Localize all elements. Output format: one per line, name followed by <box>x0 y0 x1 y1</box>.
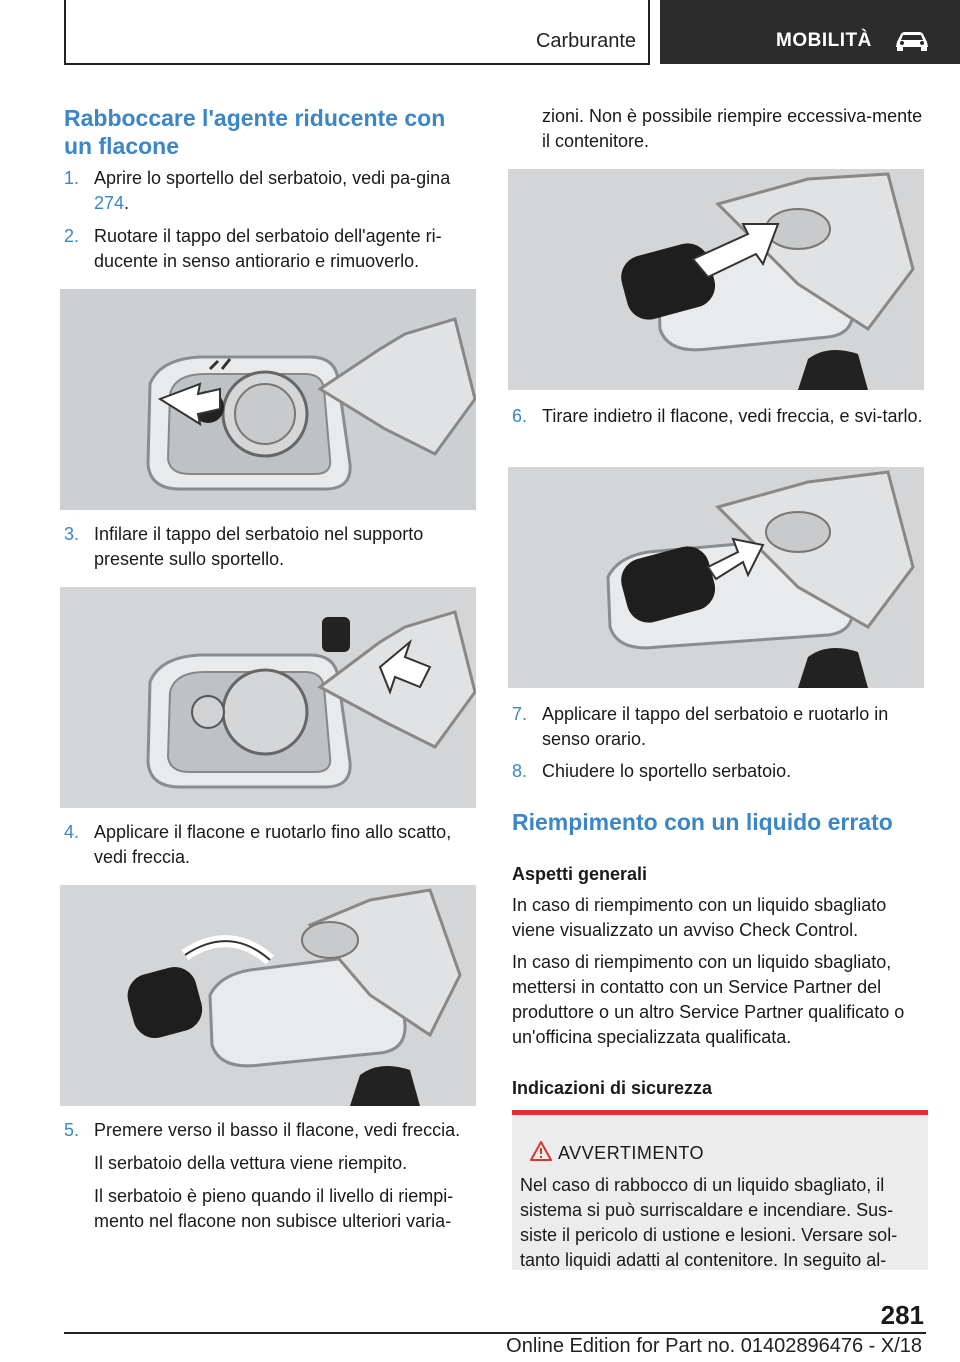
step-text: Chiudere lo sportello serbatoio. <box>542 761 792 781</box>
step-text: Aprire lo sportello del serbatoio, vedi pa-gina <box>94 168 451 188</box>
warning-box <box>512 1110 928 1270</box>
step-number: 4. <box>64 822 80 842</box>
header-rule-left <box>64 0 66 64</box>
step-text: Applicare il tappo del serbatoio e ruotarlo in senso orario. <box>542 704 889 749</box>
header-rule-mid <box>648 0 650 64</box>
step-text: Ruotare il tappo del serbatoio dell'agente ri-ducente in senso antiorario e rimuoverlo. <box>94 226 442 271</box>
step-5 <box>64 1118 476 1143</box>
step-text: Infilare il tappo del serbatoio nel supporto presente sullo sportello. <box>94 524 424 569</box>
step-number: 8. <box>512 761 528 781</box>
subheading-safety: Indicazioni di sicurezza <box>512 1078 713 1098</box>
step-5-continuation: zioni. Non è possibile riempire eccessiva-mente il contenitore. <box>542 106 923 151</box>
chapter-tab <box>660 0 960 64</box>
warning-title: AVVERTIMENTO <box>558 1143 705 1163</box>
footer-rule <box>64 1332 926 1334</box>
step-2 <box>64 224 476 274</box>
section-heading-wrong-fluid: Riempimento con un liquido errato <box>512 809 893 835</box>
page-link[interactable]: 274 <box>94 193 125 213</box>
warning-triangle-icon <box>530 1141 552 1166</box>
subheading-general: Aspetti generali <box>512 864 648 884</box>
step-text: Tirare indietro il flacone, vedi freccia, e svi-tarlo. <box>542 406 923 426</box>
header-rule-bottom <box>64 63 650 65</box>
step-4 <box>64 820 476 870</box>
figure-pull-bottle <box>508 467 924 688</box>
step-5-note-2: Il serbatoio è pieno quando il livello di riempi-mento nel flacone non subisce ulteriori varia- <box>94 1186 454 1231</box>
step-number: 3. <box>64 524 80 544</box>
figure-place-cap <box>60 587 476 808</box>
chapter-label: MOBILITÀ <box>776 30 872 51</box>
step-1 <box>64 166 476 216</box>
step-7 <box>512 702 928 752</box>
step-text: Premere verso il basso il flacone, vedi freccia. <box>94 1120 461 1140</box>
step-end: . <box>124 193 130 213</box>
step-text: Applicare il flacone e ruotarlo fino allo scatto, vedi freccia. <box>94 822 452 867</box>
paragraph-general-2: In caso di riempimento con un liquido sbagliato, mettersi in contatto con un Service Partner del produttore o un altro Service Partner qualificato o un'officina specializzata qualificata. <box>512 952 905 1047</box>
step-5-note-1: Il serbatoio della vettura viene riempito. <box>94 1153 408 1173</box>
step-6 <box>512 404 928 429</box>
figure-remove-cap <box>60 289 476 510</box>
step-3 <box>64 522 476 572</box>
step-number: 1. <box>64 168 80 188</box>
section-title: Carburante <box>535 30 636 52</box>
step-8 <box>512 759 928 784</box>
car-icon <box>892 28 932 57</box>
page-number: 281 <box>880 1300 924 1330</box>
step-number: 2. <box>64 226 80 246</box>
footer-edition: Online Edition for Part no. 01402896476 - X/18 <box>506 1335 922 1357</box>
figure-bottle-filling <box>508 169 924 390</box>
warning-text: Nel caso di rabbocco di un liquido sbagliato, il sistema si può surriscaldare e incendiare. Sus-siste il pericolo di ustione e lesioni. Versare sol-tanto liquidi adatti al contenitore. In seguito al- <box>520 1175 898 1270</box>
paragraph-general-1: In caso di riempimento con un liquido sbagliato viene visualizzato un avviso Check Control. <box>512 895 887 940</box>
step-number: 7. <box>512 704 528 724</box>
step-number: 5. <box>64 1120 80 1140</box>
figure-attach-bottle <box>60 885 476 1106</box>
step-number: 6. <box>512 406 528 426</box>
section-heading: Rabboccare l'agente riducente con un flacone <box>64 105 446 159</box>
